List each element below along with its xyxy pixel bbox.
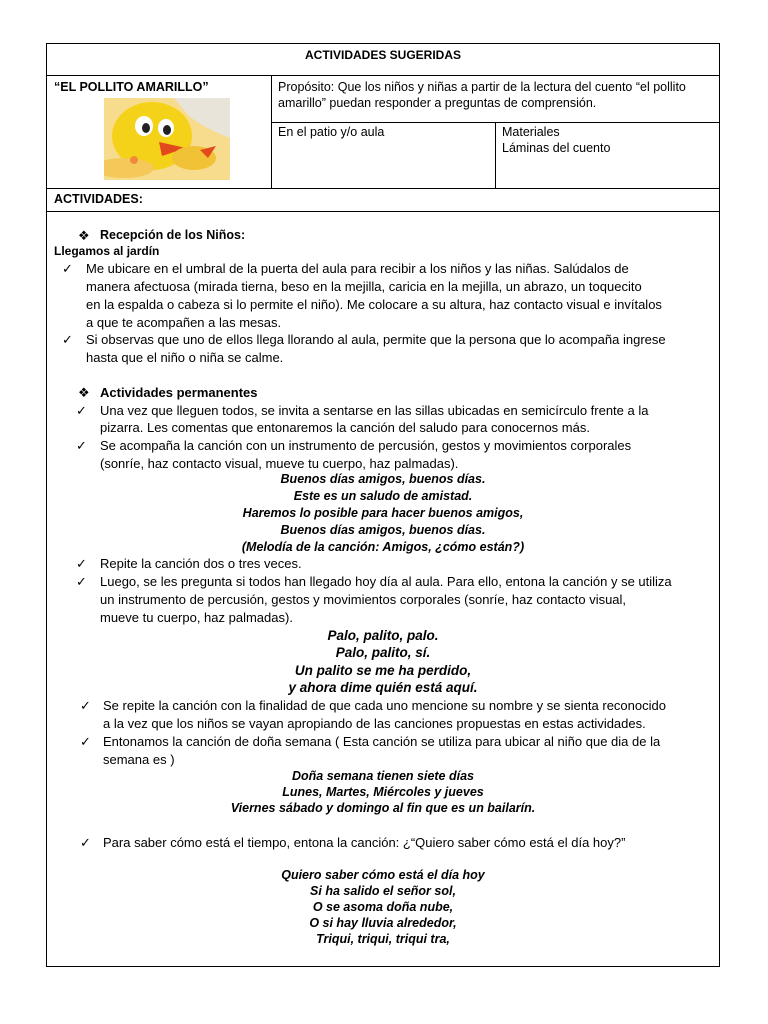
song-line: Si ha salido el señor sol, [310, 884, 456, 898]
check-icon: ✓ [62, 261, 73, 276]
check-icon: ✓ [80, 734, 91, 749]
check-icon: ✓ [62, 332, 73, 347]
song-line: O si hay lluvia alrededor, [309, 916, 457, 930]
song-line: y ahora dime quién está aquí. [288, 680, 478, 695]
place-cell: En el patio y/o aula [278, 125, 385, 139]
purpose-line: Propósito: Que los niños y niñas a partir de la lectura del cuento “el pollito [278, 80, 686, 94]
table-divider [495, 122, 496, 188]
purpose-cell [278, 79, 718, 111]
diamond-icon: ❖ [78, 385, 90, 400]
purpose-line: amarillo” puedan responder a preguntas de comprensión. [278, 96, 597, 110]
song-line: Buenos días amigos, buenos días. [280, 523, 486, 537]
check-icon: ✓ [76, 403, 87, 418]
table-divider [47, 211, 719, 212]
song-line: Un palito se me ha perdido, [294, 663, 472, 678]
song-line: O se asoma doña nube, [312, 900, 454, 914]
list-item-line: en la espalda o cabeza si lo permite el niño). Me colocare a su altura, haz contacto visual e invítalos [86, 297, 662, 312]
story-title: “EL POLLITO AMARILLO” [54, 80, 209, 94]
check-icon: ✓ [76, 438, 87, 453]
yellow-chick-illustration [104, 98, 230, 180]
diamond-icon: ❖ [78, 228, 90, 243]
list-item-line: semana es ) [103, 752, 175, 767]
check-icon: ✓ [80, 698, 91, 713]
list-item-line: Me ubicare en el umbral de la puerta del aula para recibir a los niños y las niñas. Salúdalos de [86, 261, 629, 276]
section-heading: Recepción de los Niños: [100, 228, 246, 242]
check-icon: ✓ [76, 574, 87, 589]
table-divider [271, 75, 272, 188]
table-divider [47, 75, 719, 76]
song-line: Palo, palito, sí. [335, 645, 431, 660]
list-item-line: pizarra. Les comentas que entonaremos la canción del saludo para conocernos más. [100, 420, 590, 435]
list-item-line: Una vez que lleguen todos, se invita a sentarse en las sillas ubicadas en semicírculo frente a la [100, 403, 649, 418]
table-title: ACTIVIDADES SUGERIDAS [304, 48, 462, 62]
song-line: Buenos días amigos, buenos días. [280, 472, 486, 486]
list-item-line: Repite la canción dos o tres veces. [100, 556, 302, 571]
song-line: Palo, palito, palo. [327, 628, 439, 643]
list-item-line: (sonríe, haz contacto visual, mueve tu cuerpo, haz palmadas). [100, 456, 459, 471]
list-item-line: Para saber cómo está el tiempo, entona la canción: ¿“Quiero saber cómo está el día hoy?” [103, 835, 626, 850]
list-item-line: Se acompaña la canción con un instrumento de percusión, gestos y movimientos corporales [100, 438, 632, 453]
list-item-line: Luego, se les pregunta si todos han llegado hoy día al aula. Para ello, entona la canción y se utiliza [100, 574, 672, 589]
list-item-line: mueve tu cuerpo, haz palmadas). [100, 610, 293, 625]
section-heading: Actividades permanentes [100, 385, 258, 400]
song-line: Lunes, Martes, Miércoles y jueves [282, 785, 484, 799]
song-line: Viernes sábado y domingo al fin que es un bailarín. [230, 801, 536, 815]
list-item-line: un instrumento de percusión, gestos y movimientos corporales (sonríe, haz contacto visual, [100, 592, 627, 607]
song-line: Doña semana tienen siete días [291, 769, 474, 783]
song-line: Quiero saber cómo está el día hoy [281, 868, 485, 882]
check-icon: ✓ [80, 835, 91, 850]
materials-label: Materiales [502, 125, 560, 139]
activities-heading: ACTIVIDADES: [54, 192, 143, 206]
song-line: Haremos lo posible para hacer buenos amigos, [242, 506, 524, 520]
check-icon: ✓ [76, 556, 87, 571]
list-item-line: a la vez que los niños se vayan apropiando de las canciones propuestas en estas actividades. [103, 716, 646, 731]
list-item-line: Entonamos la canción de doña semana ( Esta canción se utiliza para ubicar al niño que dia de la [103, 734, 661, 749]
list-item-line: hasta que el niño o niña se calme. [86, 350, 284, 365]
section-subheading: Llegamos al jardín [54, 244, 160, 258]
table-divider [47, 188, 719, 189]
materials-value: Láminas del cuento [502, 141, 611, 155]
song-line: Triqui, triqui, triqui tra, [316, 932, 450, 946]
list-item-line: manera afectuosa (mirada tierna, beso en la mejilla, caricia en la mejilla, un abrazo, un toquecito [86, 279, 642, 294]
song-line: Este es un saludo de amistad. [293, 489, 473, 503]
list-item-line: Se repite la canción con la finalidad de que cada uno mencione su nombre y se sienta reconocido [103, 698, 666, 713]
list-item-line: Si observas que uno de ellos llega llorando al aula, permite que la persona que lo acompaña ingrese [86, 332, 666, 347]
list-item-line: a que te acompañen a las mesas. [86, 315, 282, 330]
song-line: (Melodía de la canción: Amigos, ¿cómo están?) [241, 540, 525, 554]
